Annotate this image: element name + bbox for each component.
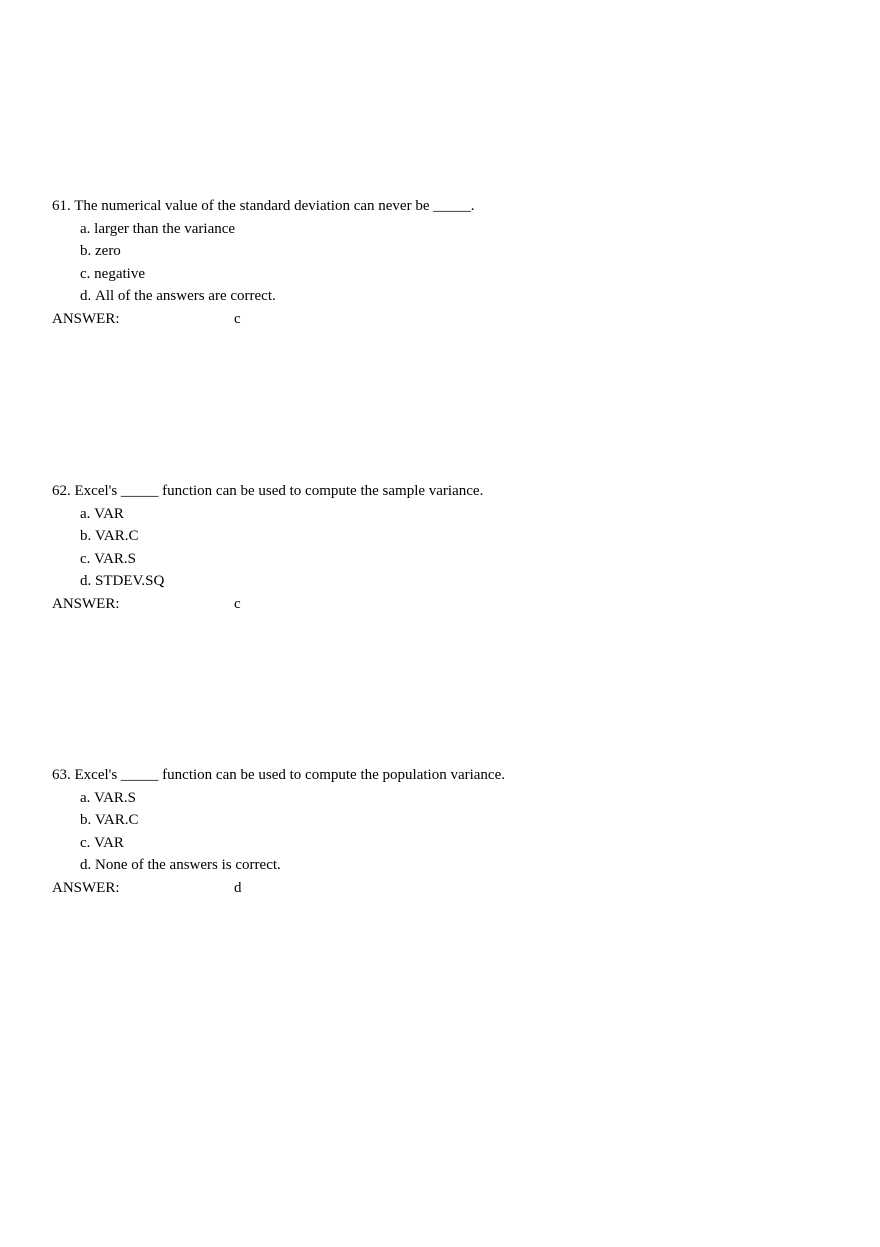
answer-label: ANSWER:: [52, 880, 120, 896]
option-d: [52, 570, 832, 592]
option-letter: b.: [80, 243, 92, 259]
option-a: [52, 503, 832, 525]
question-stem: 62. Excel's _____ function can be used to compute the sample variance.: [52, 483, 484, 499]
option-b: [52, 240, 832, 262]
option-text: VAR.C: [95, 812, 139, 828]
option-letter: d.: [80, 857, 92, 873]
option-a: [52, 218, 832, 240]
option-text: VAR: [94, 505, 124, 522]
question-61: [52, 195, 832, 330]
answer-value: c: [234, 596, 241, 612]
answer-row: [52, 308, 832, 330]
option-letter: a.: [80, 220, 91, 237]
option-letter: c.: [80, 834, 91, 851]
question-62: [52, 480, 832, 615]
option-text: VAR.C: [95, 528, 139, 544]
option-text: VAR: [94, 834, 124, 851]
option-c: [52, 263, 832, 285]
option-text: negative: [94, 265, 145, 282]
option-letter: d.: [80, 288, 92, 304]
option-text: None of the answers is correct.: [95, 857, 281, 873]
option-text: All of the answers are correct.: [95, 288, 276, 304]
answer-label: ANSWER:: [52, 596, 120, 612]
option-letter: c.: [80, 265, 91, 282]
option-letter: b.: [80, 812, 92, 828]
option-letter: b.: [80, 528, 92, 544]
option-letter: c.: [80, 550, 91, 567]
option-text: VAR.S: [94, 789, 137, 806]
question-63: [52, 764, 832, 899]
option-text: VAR.S: [94, 550, 137, 567]
option-d: [52, 854, 832, 876]
answer-label: ANSWER:: [52, 311, 120, 327]
option-b: [52, 809, 832, 831]
answer-row: [52, 593, 832, 615]
option-b: [52, 525, 832, 547]
answer-value: c: [234, 311, 241, 327]
option-letter: a.: [80, 789, 91, 806]
option-c: [52, 548, 832, 570]
option-text: zero: [95, 243, 121, 259]
option-letter: a.: [80, 505, 91, 522]
option-c: [52, 832, 832, 854]
option-text: STDEV.SQ: [95, 573, 165, 589]
option-a: [52, 787, 832, 809]
option-text: larger than the variance: [94, 220, 236, 237]
question-stem: 61. The numerical value of the standard deviation can never be _____.: [52, 198, 475, 214]
answer-row: [52, 877, 832, 899]
question-stem: 63. Excel's _____ function can be used to compute the population variance.: [52, 767, 505, 783]
answer-value: d: [234, 880, 242, 896]
option-d: [52, 285, 832, 307]
option-letter: d.: [80, 573, 92, 589]
